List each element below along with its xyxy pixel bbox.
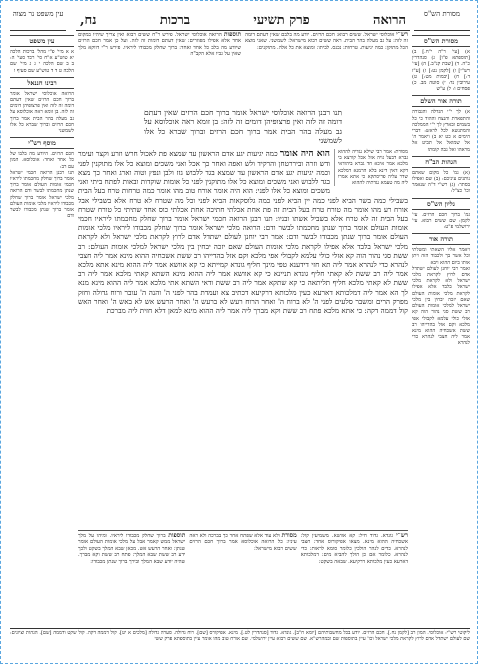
lower-rashi — [301, 533, 408, 628]
right-margin-title-5: תורה אור — [412, 233, 470, 245]
lower-tosafot-text: ברוך שחלק מכבודו ליראיו. ומיהו על מלך ישראל ממש קאמר אבל על מלכי אומות העולם אומר שנתן: ואחר הרעש אש. מכאן שבא המלך בשקט ולכך ידע רב ששת שבא המלך: פתח רב ששת וקא מברך. שהיה יודע שבא המלך ובירך ברוך שנתן מכבודו: — [78, 533, 186, 565]
right-margin-title-4: גליון הש"ס — [412, 198, 470, 210]
right-margin-text-2: א) לך י"י הגדלה והגבורה והתפארת והנצח וההוד כי כל בשמים ובארץ לך י"י הממלכה והמתנשא לכל לראש: דברי הימים א כט יא ב) ויאמר ה' אל שמואל אל תביט אל מראהו ואל גבה קומתו — [412, 109, 470, 153]
header-chapter: פרק תשיעי — [253, 13, 310, 28]
left-margin-filler: תנו רבנן הרואה חכמי ישראל אומר ברוך שחלק מחכמתו ליראיו חכמי אומות העולם אומר ברוך שנתן מחכמתו לבשר ודם הרואה מלכי ישראל אומר ברוך שחלק מכבודו ליראיו מלכי אומות העולם אומר ברוך שנתן מכבודו לבשר ודם — [10, 169, 74, 220]
central-top-text: תנו רבנן הרואה אוכלוסי ישראל אומר ברוך חכם הרזים שאין דעתם דומה זה לזה ואין פרצופיהן דומים זה לזה: בן זומא ראה אוכלוסא על גב מעלה בהר הבית אמר ברוך חכם הרזים וברוך שברא כל אלו לשמשני — [144, 108, 342, 146]
right-margin-text-3: (א) גמ' כל מקום שאתם נותנים עיניכם: (ב) שם ואפילו בסתר: (ג) רש"י ד"ה שנאמר וכו' כצ"ל: — [412, 169, 470, 195]
upper-commentary — [78, 32, 408, 106]
left-margin-title-2: רבינו חננאל — [10, 77, 74, 89]
central-inlay: מסורת: אמר רבי שילא נגדיה לההוא גברא דבעל גויה אזל אכל קורצא בי מלכא אמר איכא חד גברא ביהודאי דקא דאין דינא בלא הרמנא דמלכא שדר עליה פריסתקא כי אתא אמרו ליה מה טעמא נגדתיה לההוא — [334, 149, 408, 187]
lower-other-lead: מסורת — [281, 533, 297, 539]
left-margin-text-3: חכם הרזים. היודע מה בלבו של כל אחד ואחד: אוכלוסא. המון עם רב: — [10, 151, 74, 170]
central-gemara — [78, 108, 408, 526]
lower-tosafot-lead: תוספות — [168, 533, 186, 539]
upper-rashi-lead: רש"י — [396, 32, 408, 38]
left-margin-title-1: עין משפט — [10, 35, 74, 47]
footer-notes: ליקוטי רש"י: אוכלוסי. המון רב [לקמן נח.]. חכם הרזים. יודע בכל מחשבותיהם [יומא ח"ב]. גונדא. גדוד [סנהדרין לט.]. מינא. אפיקורס [שם]. רוח גדולה. סערה גדולה [מלכים א יט]. קול דממה דקה. קול שקט ודממה [שם]. הגהות וציונים: שם לעולם ישתדל אדם לרוץ לקראת מלכי ישראל וכו' עיין בתוספות שם ובמהרש"א. שם ששים רבוא עיין ירושלמי. שם אורח טוב מהו אומר עיין בתוספתא פרק ששי — [10, 628, 470, 656]
central-main-text — [78, 149, 408, 316]
right-margin-filler: ואמר רבי יוחנן לעולם ישתדל אדם לרוץ לקראת מלכי ישראל ולא לקראת מלכי ישראל בלבד אלא אפילו לקראת מלכי אומות העולם שאם יזכה יבחין בין מלכי ישראל למלכי אומות העולם רב ששת סגי נהור הוה קא אזלי כולי עלמא לקבולי אפי מלכא וקם אזל בהדייהו רב ששת אשכחיה ההוא מינא אמר ליה חצבי לנהרא כדי לנהרא — [412, 265, 470, 347]
right-margin-title-2: תורה אור השלם — [412, 95, 470, 107]
upper-tosafot — [78, 32, 241, 106]
upper-rashi-text: אוכלוסי ישראל. ששים רבוא: חכם הרזים. יודע מה בלבם שאין דעתם דומה זה לזה: על גב מעלה בהר הבית. ראה ששים רבוא מישראל: לשמשני. שאני מוצא הכל מתוקן: כמה יגיעות. טרחות: נכנס. לביתו: ומוצא את כל אלה. מתוקנים: — [245, 32, 408, 51]
header-ein-mishpat-box: עין משפט נר מצוה — [10, 10, 66, 31]
right-margin-text-5: ויאמר אליו השאתי ומשלתי וכל אשר בך ולכבוד הזה ויתן אותו ביום ההוא ויבא — [412, 247, 470, 266]
lower-other-text: ולא עוד אלא שפתח אחר כך בברכה ולא ראה עיניו: כל הרואה אוכלוסא אמר ברוך חכם הרזים ששים רבוא מישראל: — [189, 533, 297, 552]
right-margin-title-1: מסורת הש"ס — [412, 35, 470, 47]
left-margin-title-3: מוסף רש"י — [10, 137, 74, 149]
lower-tosafot — [78, 533, 185, 628]
lower-rashi-lead: רש"י — [396, 533, 408, 539]
upper-tosafot-text: הרואה אוכלוסי ישראל. פירש ר"ח ששים רבוא ואין צריך שיהיו במקום אחד אלא אפילו מפוזרים: שאין דעתם דומות זה לזה. ועל כן אמר חכם הרזים שיודע מה בלב כל אחד ואחד: ברוך שחלק מכבודו ליראיו. פירש ר"י דווקא מלך שאין על גביו אלא הקב"ה — [78, 32, 241, 58]
right-margin-text-1: א) [עי' ר"ה י"ח.] ב) [תוספתא פ"ו] ג) סנהדרין כ"ה. ד) [שבת קנ"ב.] ה) [עי' רש"י] ו) [לקמן נט:] ז) [ע"ז ד:] ח) [יבמות מט:] ט) עירובין נד: י) סוטה מב. כ) פסחים ו: ל) ע"ש — [412, 49, 470, 93]
header-tractate: ברכות — [159, 13, 191, 28]
header-masoret-box: מסורת הש"ס — [414, 10, 470, 31]
talmud-page — [10, 10, 470, 656]
lower-other — [189, 533, 296, 628]
header-chapter-name: הרואה — [372, 13, 406, 28]
page-header — [76, 10, 410, 31]
central-opening-words: הוא היה אומר — [279, 148, 330, 159]
lower-commentary — [78, 530, 408, 628]
right-margin-text-4: גמ' ברוך חכם הרזים. עי' לקמן: שם ששים רבוא. עי' ירושלמי פ"ט: — [412, 211, 470, 231]
left-margin-text-2: הרואה אוכלוסי ישראל אומר ברוך חכם הרזים שאין דעתם דומה זה לזה ואין פרצופיהן דומים זה לזה. בן זומא ראה אוכלוסא על גב מעלה בהר הבית אמר ברוך חכם הרזים וברוך שברא כל אלו לשמשני — [10, 90, 74, 135]
left-margin-text-1: א א מיי' פ"י מהל' ברכות הלכה יא טוש"ע א"ח סי' רכד סעי' ה: ב ב שם הלכה י ג ג מיי' שם הלכה ט ד ד טוש"ע שם סעיף ו — [10, 49, 74, 74]
upper-rashi — [245, 32, 408, 106]
lower-rashi-text: גונדא. גדוד חיל: קא אוושא. משמיעין קול: אשכחיה ההוא מינא. מצאו אפיקורוס אחד: חצבי לנהרא. כדים לנהר הולכין כלומר סומא לראות: כדי לנהרא. כלומר אם כן הולך להביא מים: דמלכותא דארעא כעין מלכותא דרקיעא. שבאה בשקט: — [300, 533, 408, 565]
central-body: כמה יגיעות יגע אדם הראשון עד שמצא פת לאכול חרש וזרע וקצר ועימר ודש וזרה וביררטחן והרקיד ולש ואפה ואחר כך אכל ואני משכים ומוצא כל אלו מתוקנין לפני וכמה יגיעות יגע אדם הראשון עד שמצא בגד ללבוש גזז ולבן ונפץ וטוה וארג ואחר כך מצא בגד ללבוש ואני משכים ומוצא כל אלו מתוקנין לפני כל אומות שוקדות ובאות לפתח ביתי ואני משכים ומוצא כל אלו לפני: הוא היה אומר אורח טוב מהו אומר כמה טרחות טרח בעל הבית בשבילי כמה בשר הביא לפני כמה יין הביא לפני כמה גלוסקאות הביא לפני וכל מה שטרח לא טרח אלא בשבילי אבל אורח רע מהו אומר מה טורח טרח בעל הבית זה פת אחת אכלתי חתיכה אחת אכלתי כוס אחד שתיתי כל טורח שטרח בעל הבית זה לא טרח אלא בשביל אשתו ובניו: תנו רבנן הרואה חכמי ישראל אומר ברוך שחלק מחכמתו ליראיו חכמי אומות העולם אומר ברוך שנתן מחכמתו לבשר ודם: הרואה מלכי ישראל אומר ברוך שחלק מכבודו ליראיו מלכי אומות העולם אומר ברוך שנתן מכבודו לבשר ודם: אמר רבי יוחנן לעולם ישתדל אדם לרוץ לקראת מלכי ישראל ולא לקראת מלכי ישראל בלבד אלא אפילו לקראת מלכי אומות העולם שאם יזכה יבחין בין מלכי ישראל למלכי אומות העולם: רב ששת סגי נהור הוה קא אזלי כולי עלמא לקבולי אפי מלכא וקם אזל בהדייהו רב ששת אשכחיה ההוא מינא אמר ליה חצבי לנהרא כדי לנהרא אמר ליה תא חזי דידענא טפי מינך חליף גונדא קמייתא כי קא אוושא אמר ליה ההוא מינא אתא מלכא אמר ליה רב ששת לא קאתי חליף גונדא תניינא כי קא אוושא אמר ליה ההוא מינא השתא קאתי מלכא אמר ליה רב ששת לא קאתי מלכא חליף תליתאה כי קא שתקא אמר ליה רב ששת ודאי השתא אתי מלכא אמר ליה ההוא מינא מנא לך הא אמר ליה דמלכותא דארעא כעין מלכותא דרקיעא דכתיב צא ועמדת בהר לפני ה' והנה ה' עובר ורוח גדולה וחזק מפרק הרים ומשבר סלעים לפני ה' לא ברוח ה' ואחר הרוח רעש לא ברעש ה' ואחר הרעש אש לא באש ה' ואחר האש קול דממה דקה: כי אתא מלכא פתח רב ששת וקא מברך ליה אמר ליה ההוא מינא למאן דלא חזית ליה מברכת — [78, 148, 408, 316]
right-margin-title-3: הגהות הב"ח — [412, 156, 470, 168]
right-margin-column — [412, 32, 470, 620]
upper-tosafot-lead: תוספות — [223, 32, 241, 38]
left-margin-column — [10, 32, 74, 620]
header-folio: נח, — [80, 13, 97, 28]
